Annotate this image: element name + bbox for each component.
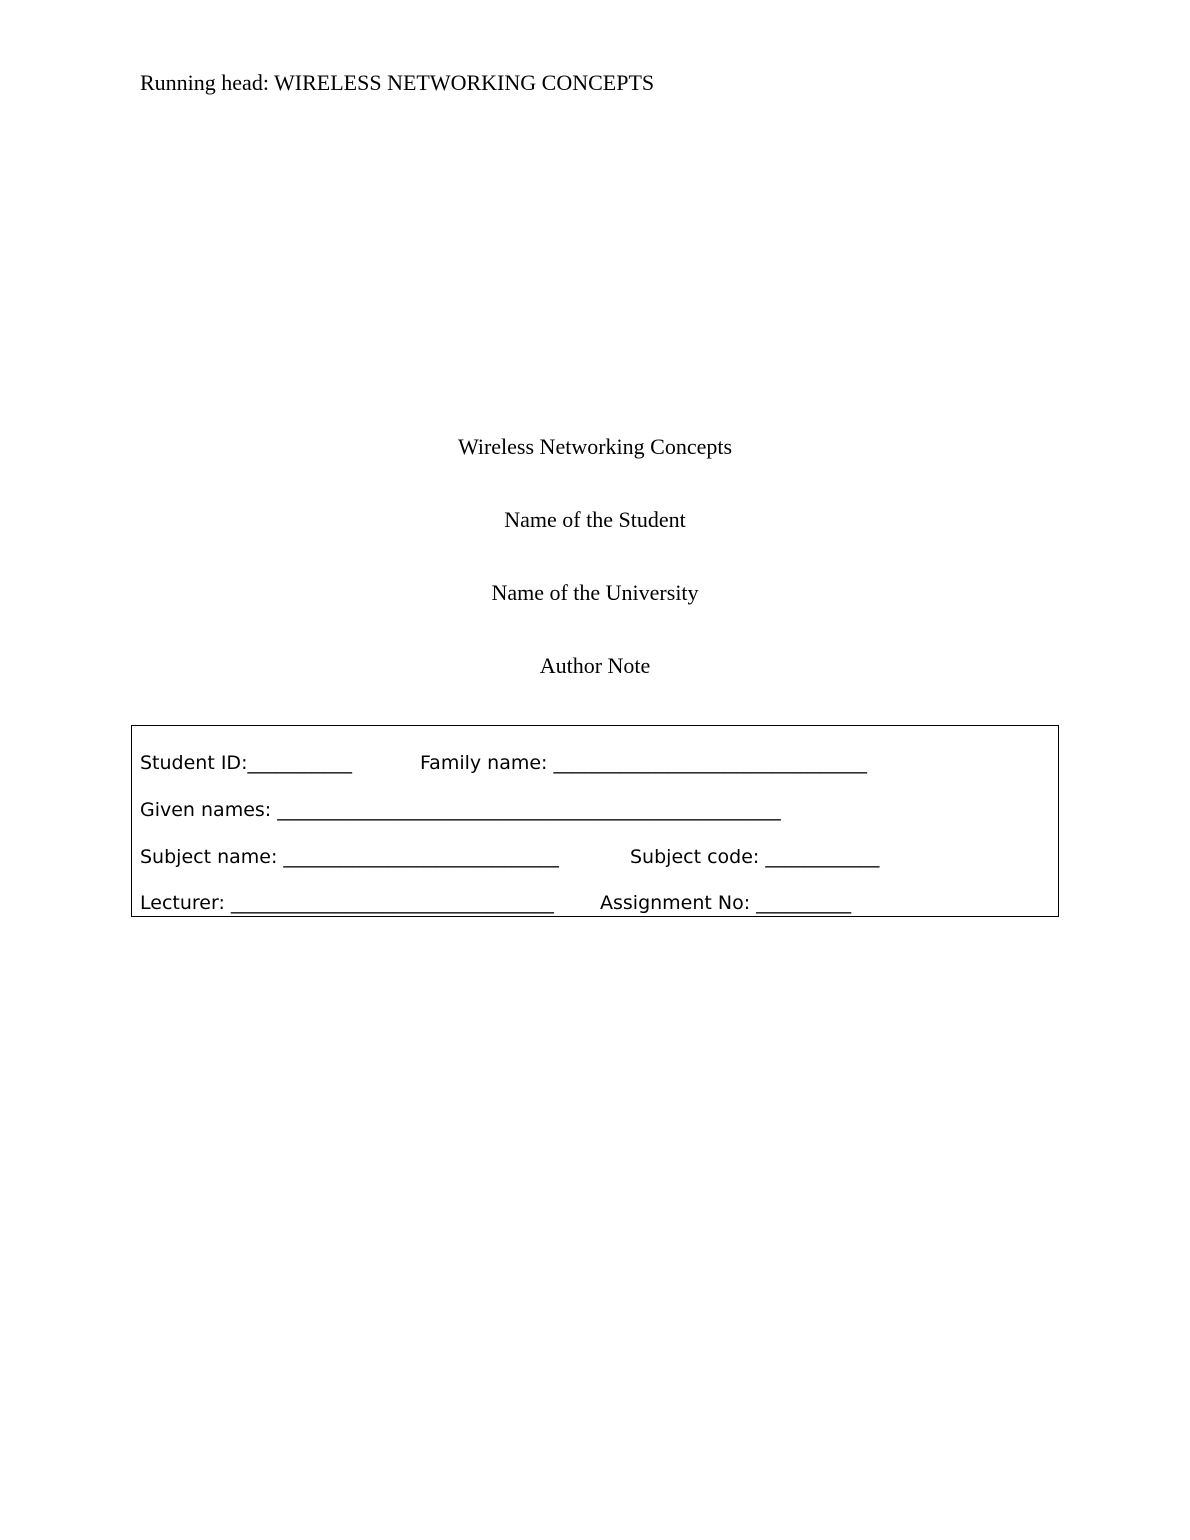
subject-name-field: Subject name: _____________________________ — [140, 846, 559, 868]
student-info-box — [131, 725, 1059, 917]
university-name: Name of the University — [491, 580, 699, 605]
assignment-no-field: Assignment No: __________ — [600, 892, 852, 914]
student-name: Name of the Student — [504, 507, 686, 532]
author-note: Author Note — [539, 653, 651, 678]
running-head: Running head: WIRELESS NETWORKING CONCEPTS — [140, 70, 655, 95]
given-names-field: Given names: _____________________________________________________ — [140, 799, 781, 821]
document-title: Wireless Networking Concepts — [457, 434, 733, 459]
student-id-field: Student ID:___________ — [140, 752, 352, 774]
subject-code-field: Subject code: ____________ — [630, 846, 880, 868]
family-name-field: Family name: _________________________________ — [420, 752, 868, 774]
lecturer-field: Lecturer: __________________________________ — [140, 892, 554, 914]
